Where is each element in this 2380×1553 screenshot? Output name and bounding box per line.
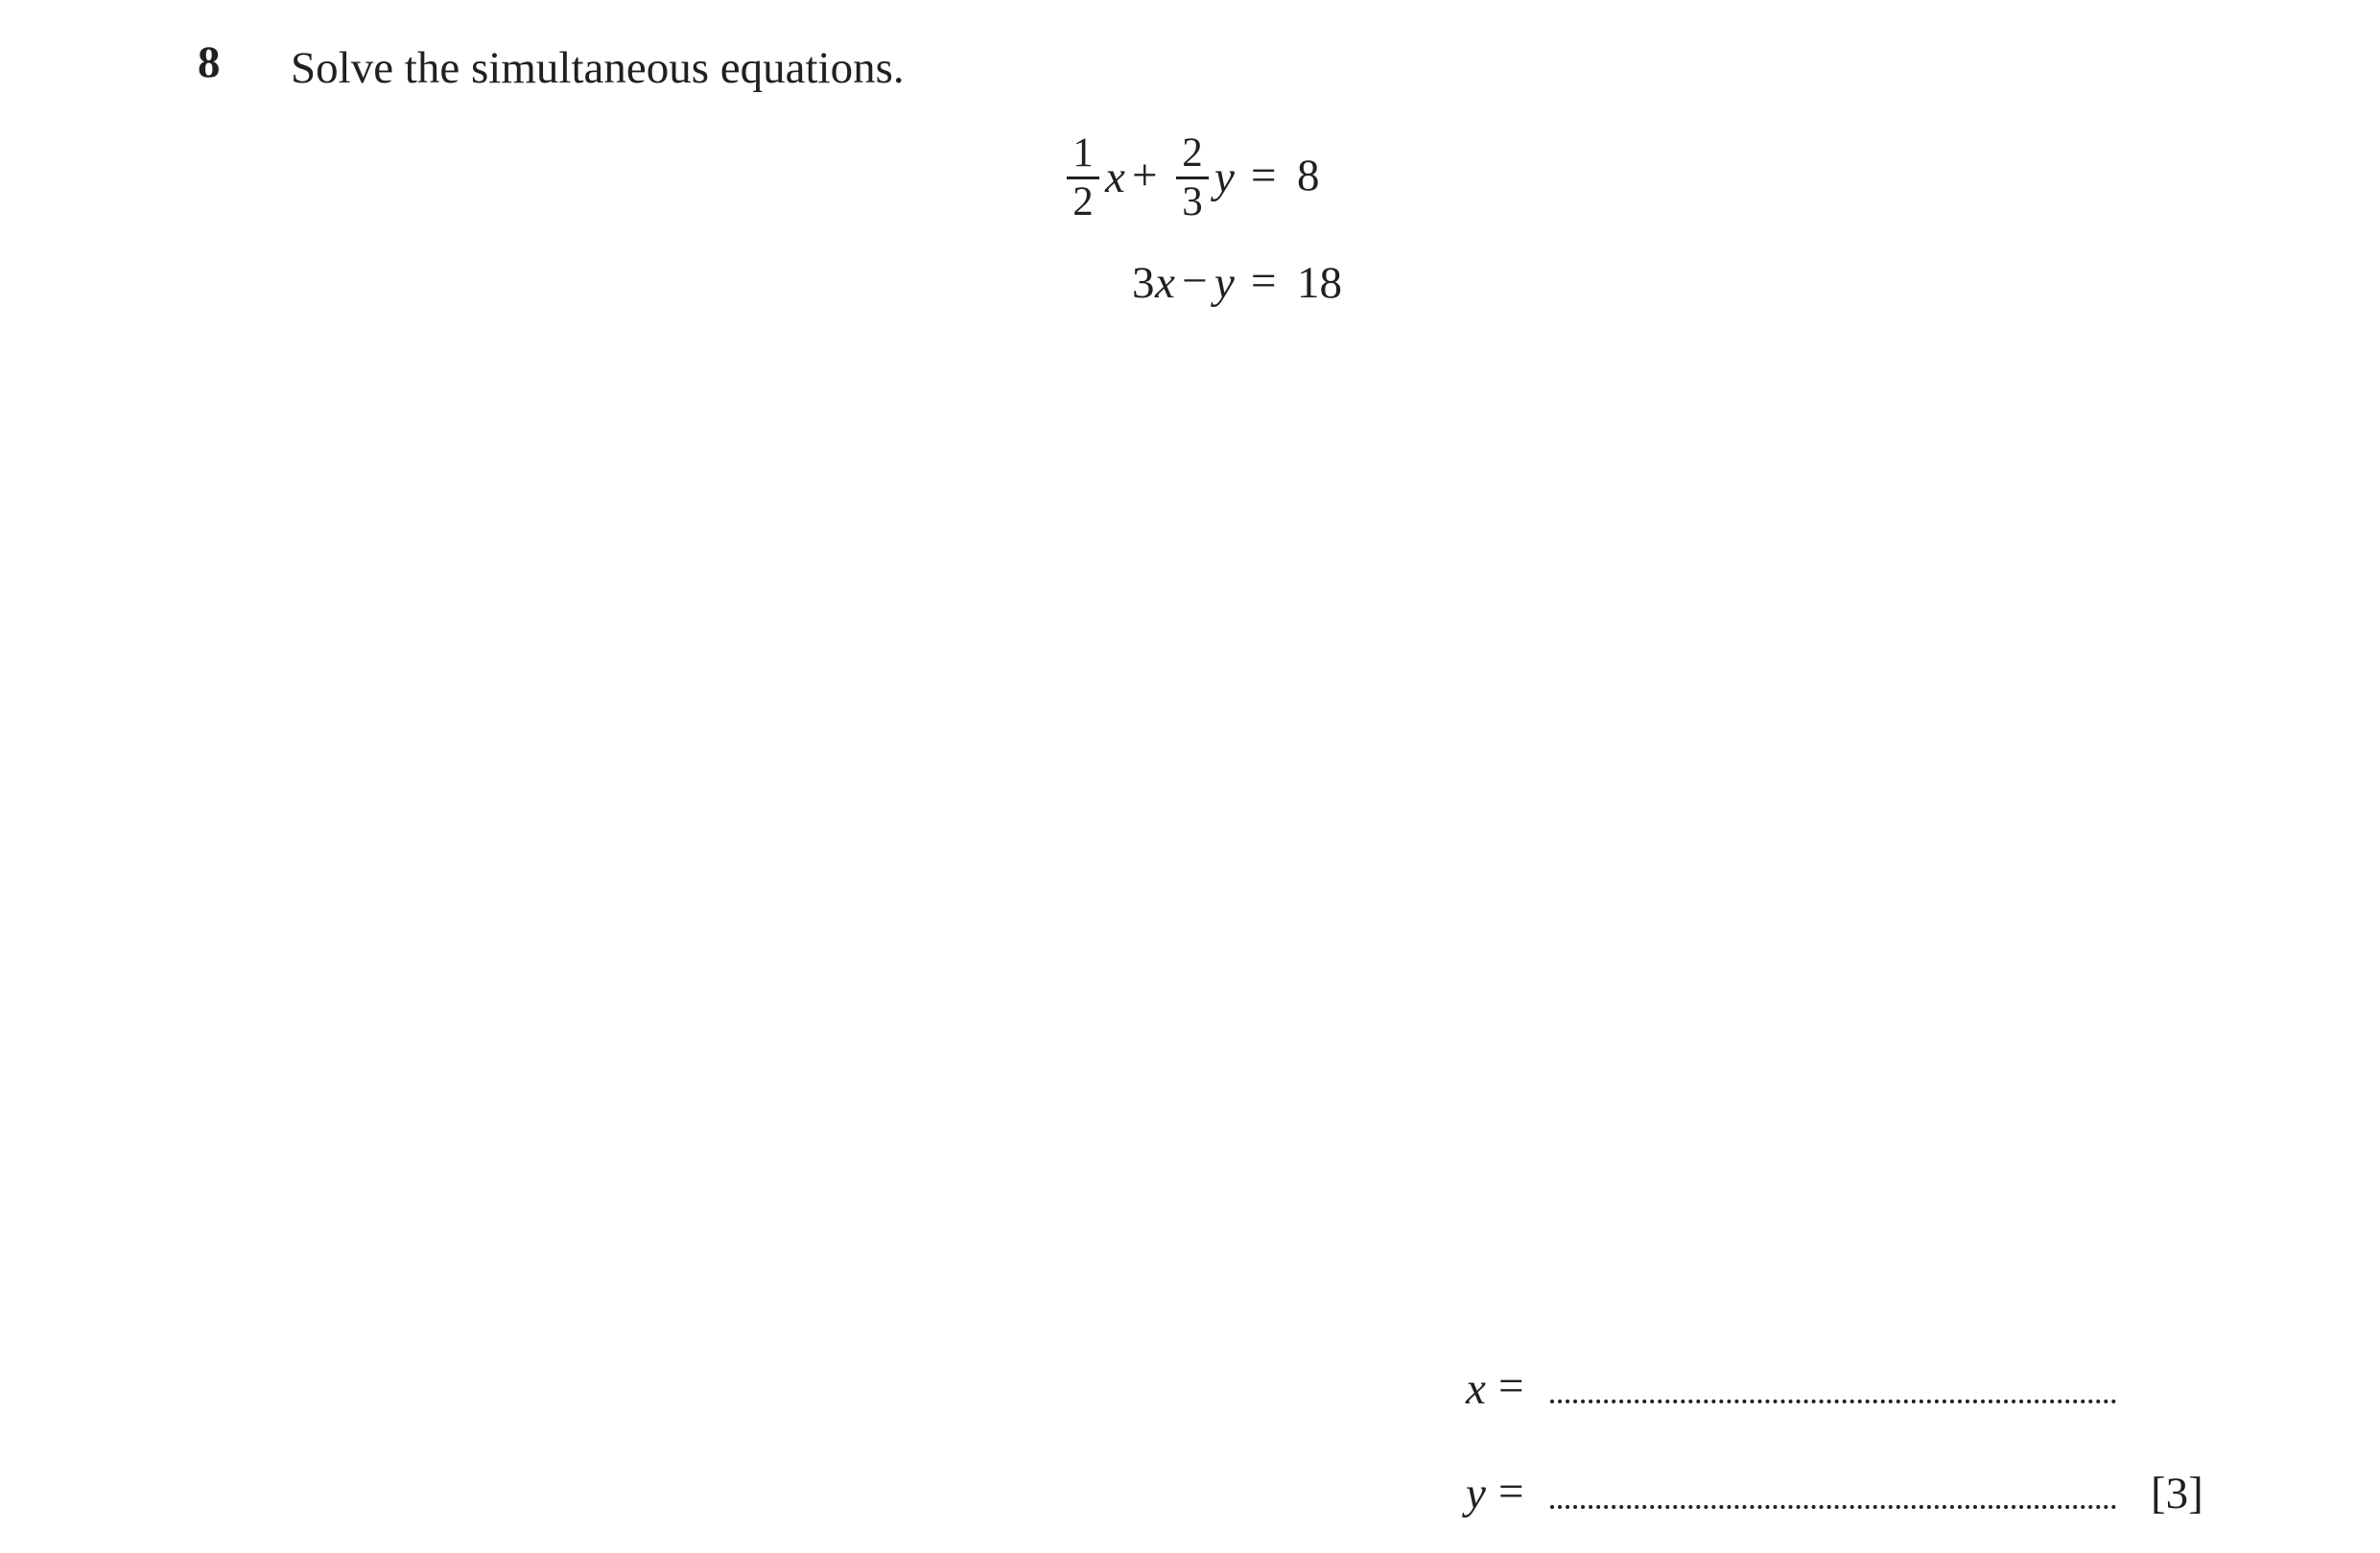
- equation-rhs: 18: [1297, 258, 1342, 308]
- variable-y: y: [1214, 258, 1235, 308]
- fraction-denominator: 2: [1072, 179, 1094, 224]
- plus-sign: +: [1132, 151, 1158, 200]
- fraction-numerator: 2: [1182, 130, 1203, 176]
- answer-y-equals: =: [1498, 1467, 1524, 1517]
- equals-sign: =: [1251, 151, 1277, 200]
- answer-y-label: y: [1466, 1469, 1486, 1518]
- fraction-one-half: [1067, 132, 1099, 224]
- fraction-two-thirds: [1176, 132, 1209, 224]
- answer-x-equals: =: [1498, 1361, 1524, 1411]
- variable-x: x: [1105, 153, 1125, 202]
- variable-x: x: [1155, 258, 1175, 308]
- question-number: 8: [198, 37, 221, 87]
- equation-rhs: 8: [1297, 151, 1320, 200]
- minus-sign: −: [1182, 256, 1208, 306]
- coefficient: 3: [1132, 258, 1155, 308]
- question-text: Solve the simultaneous equations.: [291, 43, 905, 93]
- answer-y-line[interactable]: [1550, 1505, 2116, 1509]
- answer-x-line[interactable]: [1550, 1400, 2116, 1403]
- marks-label: [3]: [2151, 1469, 2203, 1518]
- answer-x-label: x: [1466, 1364, 1486, 1414]
- fraction-denominator: 3: [1182, 179, 1203, 224]
- fraction-numerator: 1: [1072, 130, 1094, 176]
- variable-y: y: [1214, 153, 1235, 202]
- equals-sign: =: [1251, 256, 1277, 306]
